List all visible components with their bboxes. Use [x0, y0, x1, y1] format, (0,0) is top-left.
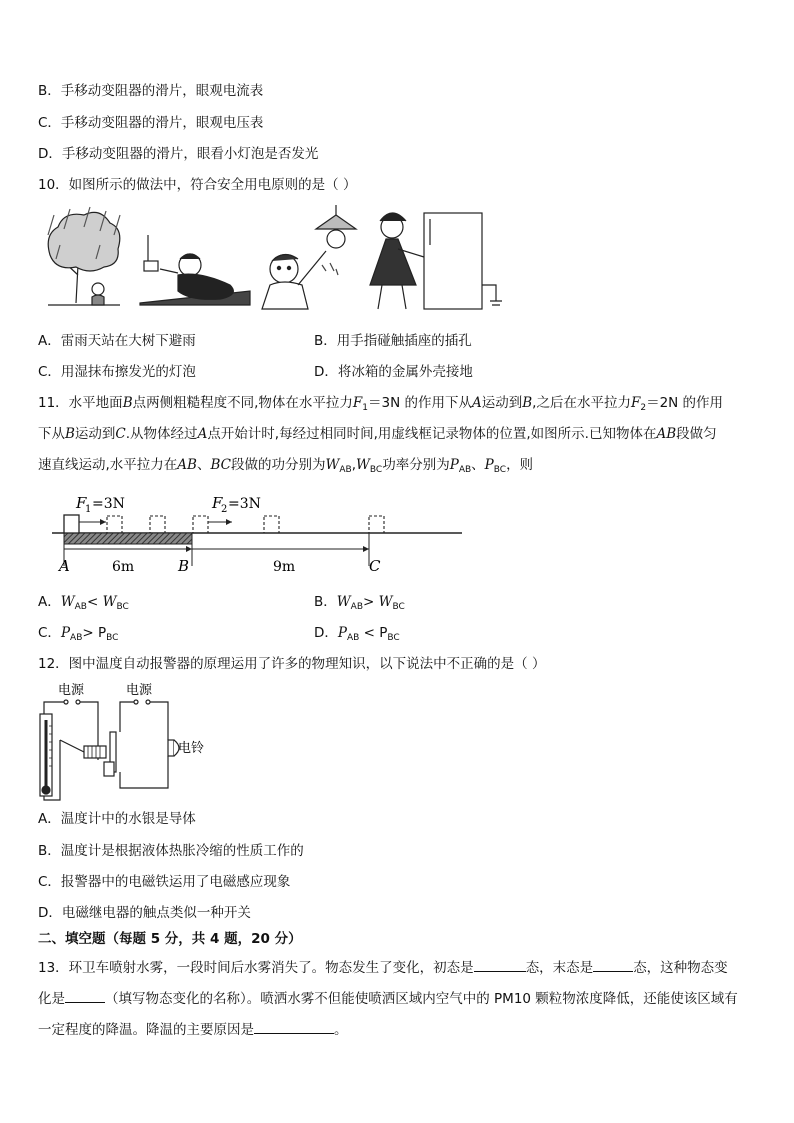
f1-value: =3N [92, 496, 125, 512]
answer-blank-process[interactable] [65, 989, 105, 1003]
lamp-wiping-picture [262, 205, 356, 309]
q13-line1: 13．环卫车喷射水雾，一段时间后水雾消失了。物态发生了变化，初态是 态，末态是 态，这种物态变 [38, 960, 728, 976]
answer-blank-final-state[interactable] [593, 958, 633, 972]
q12-alarm-circuit [38, 680, 218, 802]
answer-blank-initial-state[interactable] [474, 958, 526, 972]
electromagnet [84, 746, 106, 758]
terminal [146, 700, 150, 704]
terminal [64, 700, 68, 704]
f1-subscript: 1 [85, 504, 92, 515]
q10-option-a: A．雷雨天站在大树下避雨 [38, 333, 196, 349]
terminal [76, 700, 80, 704]
q10-illustration [40, 205, 505, 317]
q11-option-a: A．$W_{AB}< W_{BC}$ [38, 594, 129, 612]
f2-value: =3N [228, 496, 261, 512]
q11-stem-line3: 速直线运动,水平拉力在AB、BC段做的功分别为$W_{AB},W_{BC}$功率分别为$P_{AB}$、$P_{BC}$，则 [38, 457, 534, 475]
f2-label: F [212, 494, 223, 512]
q12-option-c: C．报警器中的电磁铁运用了电磁感应现象 [38, 874, 291, 890]
f1-label: F [76, 494, 87, 512]
dashed-positions [107, 516, 384, 533]
rough-section [64, 533, 192, 544]
bell-body [168, 740, 174, 756]
q12-option-d: D．电磁继电器的触点类似一种开关 [38, 905, 251, 921]
q13-line3: 一定程度的降温。降温的主要原因是 。 [38, 1022, 348, 1038]
distance-ab-label: 6m [112, 559, 135, 575]
q11-motion-figure [50, 488, 470, 580]
section-title-fill-in: 二、填空题（每题 5 分，共 4 题，20 分） [38, 931, 302, 947]
point-a-label: A [59, 557, 70, 575]
distance-bc-label: 9m [273, 559, 296, 575]
q13-line2: 化是 （填写物态变化的名称）。喷洒水雾不但能使喷洒区域内空气中的 PM10 颗粒物浓度降低，还能使该区域有 [38, 991, 738, 1007]
q10-option-d: D．将冰箱的金属外壳接地 [314, 364, 473, 380]
power-source-2-label: 电源 [126, 683, 153, 698]
q9-option-b: B．手移动变阻器的滑片，眼观电流表 [38, 83, 264, 99]
f2-subscript: 2 [221, 504, 228, 515]
q12-option-b: B．温度计是根据液体热胀冷缩的性质工作的 [38, 843, 304, 859]
block-solid [64, 515, 79, 533]
socket-child-picture [140, 235, 250, 305]
power-source-1-label: 电源 [58, 683, 85, 698]
q11-option-c: C．$P_{AB}> P_{BC}$ [38, 625, 119, 643]
bell-label: 电铃 [178, 741, 205, 756]
fridge-grounding-picture [370, 213, 502, 309]
q11-option-d: D．$P_{AB} < P_{BC}$ [314, 625, 400, 643]
tree-rain-picture [48, 207, 120, 305]
point-c-label: C [369, 557, 381, 575]
point-b-label: B [178, 557, 190, 575]
q10-option-b: B．用手指碰触插座的插孔 [314, 333, 472, 349]
terminal [134, 700, 138, 704]
q10-option-c: C．用湿抹布擦发光的灯泡 [38, 364, 196, 380]
q9-option-d: D．手移动变阻器的滑片，眼看小灯泡是否发光 [38, 146, 319, 162]
q11-stem-line1: 11．水平地面B点两侧粗糙程度不同,物体在水平拉力$F_1=3N$ 的作用下从A运动到B,之后在水平拉力$F_2=2N$ 的作用 [38, 395, 724, 413]
q12-option-a: A．温度计中的水银是导体 [38, 811, 196, 827]
q9-option-c: C．手移动变阻器的滑片，眼观电压表 [38, 115, 264, 131]
q11-option-b: B．$W_{AB}> W_{BC}$ [314, 594, 405, 612]
q11-stem-line2: 下从B运动到C.从物体经过A点开始计时,每经过相同时间,用虚线框记录物体的位置,如图所示.已知物体在AB段做匀 [38, 426, 717, 442]
relay-contact [104, 762, 114, 776]
answer-blank-reason[interactable] [254, 1020, 334, 1034]
q10-stem: 10．如图所示的做法中，符合安全用电原则的是（ ） [38, 177, 357, 193]
q12-stem: 12．图中温度自动报警器的原理运用了许多的物理知识，以下说法中不正确的是（ ） [38, 656, 546, 672]
